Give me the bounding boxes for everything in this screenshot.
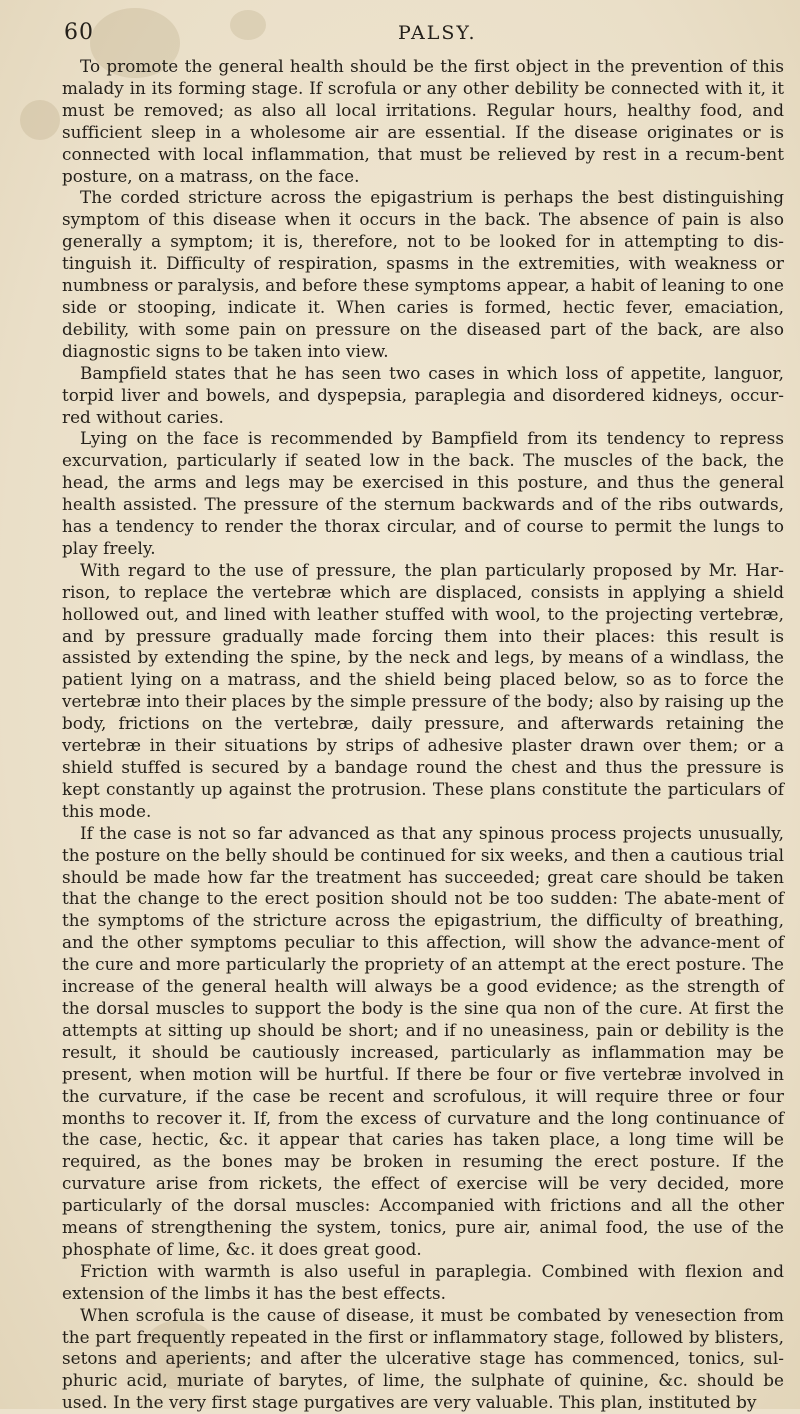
body-text bbox=[62, 56, 784, 1414]
paragraph: With regard to the use of pressure, the plan particularly proposed by Mr. Har-rison, to replace the vertebræ which are displaced, consists in applying a shield hollowed out, and lined with leather stuffed with wool, to the projecting vertebræ, and by pressure gradually made forcing them into their places: this result is assisted by extending the spine, by the neck and legs, by means of a windlass, the patient lying on a matrass, and the shield being placed below, so as to force the vertebræ into their places by the simple pressure of the body; also by raising up the body, frictions on the vertebræ, daily pressure, and afterwards retaining the vertebræ in their situations by strips of adhesive plaster drawn over them; or a shield stuffed is secured by a bandage round the chest and thus the pressure is kept constantly up against the protrusion. These plans constitute the particulars of this mode. bbox=[62, 559, 784, 821]
page-header bbox=[60, 12, 760, 50]
paragraph: If the case is not so far advanced as that any spinous process projects unusually, the posture on the belly should be continued for six weeks, and then a cautious trial should be made how far the treatment has succeeded; great care should be taken that the change to the erect position should not be too sudden: The abate-ment of the symptoms of the stricture across the epigastrium, the difficulty of breathing, and the other symptoms peculiar to this affection, will show the advance-ment of the cure and more particularly the propriety of an attempt at the erect posture. The increase of the general health will always be a good evidence; as the strength of the dorsal muscles to support the body is the sine qua non of the cure. At first the attempts at sitting up should be short; and if no uneasiness, pain or debility is the result, it should be cautiously increased, particularly as inflammation may be present, when motion will be hurtful. If there be four or five vertebræ involved in the curvature, if the case be recent and scrofulous, it will require three or four months to recover it. If, from the excess of curvature and the long continuance of the case, hectic, &c. it appear that caries has taken place, a long time will be required, as the bones may be broken in resuming the erect posture. If the curvature arise from rickets, the effect of exercise will be very decided, more particularly of the dorsal muscles: Accompanied with frictions and all the other means of strengthening the system, tonics, pure air, animal food, the use of the phosphate of lime, &c. it does great good. bbox=[62, 822, 784, 1259]
paragraph: To promote the general health should be the first object in the prevention of this malady in its forming stage. If scrofula or any other debility be connected with it, it must be removed; as also all local irritations. Regular hours, healthy food, and sufficient sleep in a wholesome air are essential. If the disease originates or is connected with local inflammation, that must be relieved by rest in a recum-bent posture, on a matrass, on the face. bbox=[62, 56, 784, 186]
paragraph: Lying on the face is recommended by Bampfield from its tendency to repress excurvation, particularly if seated low in the back. The muscles of the back, the head, the arms and legs may be exercised in this posture, and thus the general health assisted. The pressure of the sternum backwards and of the ribs outwards, has a tendency to render the thorax circular, and of course to permit the lungs to play freely. bbox=[62, 428, 784, 558]
running-title: PALSY. bbox=[398, 22, 477, 44]
paragraph: The corded stricture across the epigastrium is perhaps the best distinguishing symptom of this disease when it occurs in the back. The absence of pain is also generally a symptom; it is, therefore, not to be looked for in attempting to dis-tinguish it. Difficulty of respiration, spasms in the extremities, with weakness or numbness or paralysis, and before these symptoms appear, a habit of leaning to one side or stooping, indicate it. When caries is formed, hectic fever, emaciation, debility, with some pain on pressure on the diseased part of the back, are also diagnostic signs to be taken into view. bbox=[62, 187, 784, 361]
paragraph: Bampfield states that he has seen two cases in which loss of appetite, languor, torpid liver and bowels, and dyspepsia, paraplegia and disordered kidneys, occur-red without caries. bbox=[62, 362, 784, 427]
page-number: 60 bbox=[64, 20, 94, 45]
paragraph: Friction with warmth is also useful in paraplegia. Combined with flexion and extension of the limbs it has the best effects. bbox=[62, 1260, 784, 1303]
paragraph: When scrofula is the cause of disease, it must be combated by venesection from the part frequently repeated in the first or inflammatory stage, followed by blisters, setons and aperients; and after the ulcerative stage has commenced, tonics, sul-phuric acid, muriate of barytes, of lime, the sulphate of quinine, &c. should be used. In the very first stage purgatives are very valuable. This plan, instituted by bbox=[62, 1304, 784, 1413]
paper-stain-left bbox=[20, 100, 60, 140]
